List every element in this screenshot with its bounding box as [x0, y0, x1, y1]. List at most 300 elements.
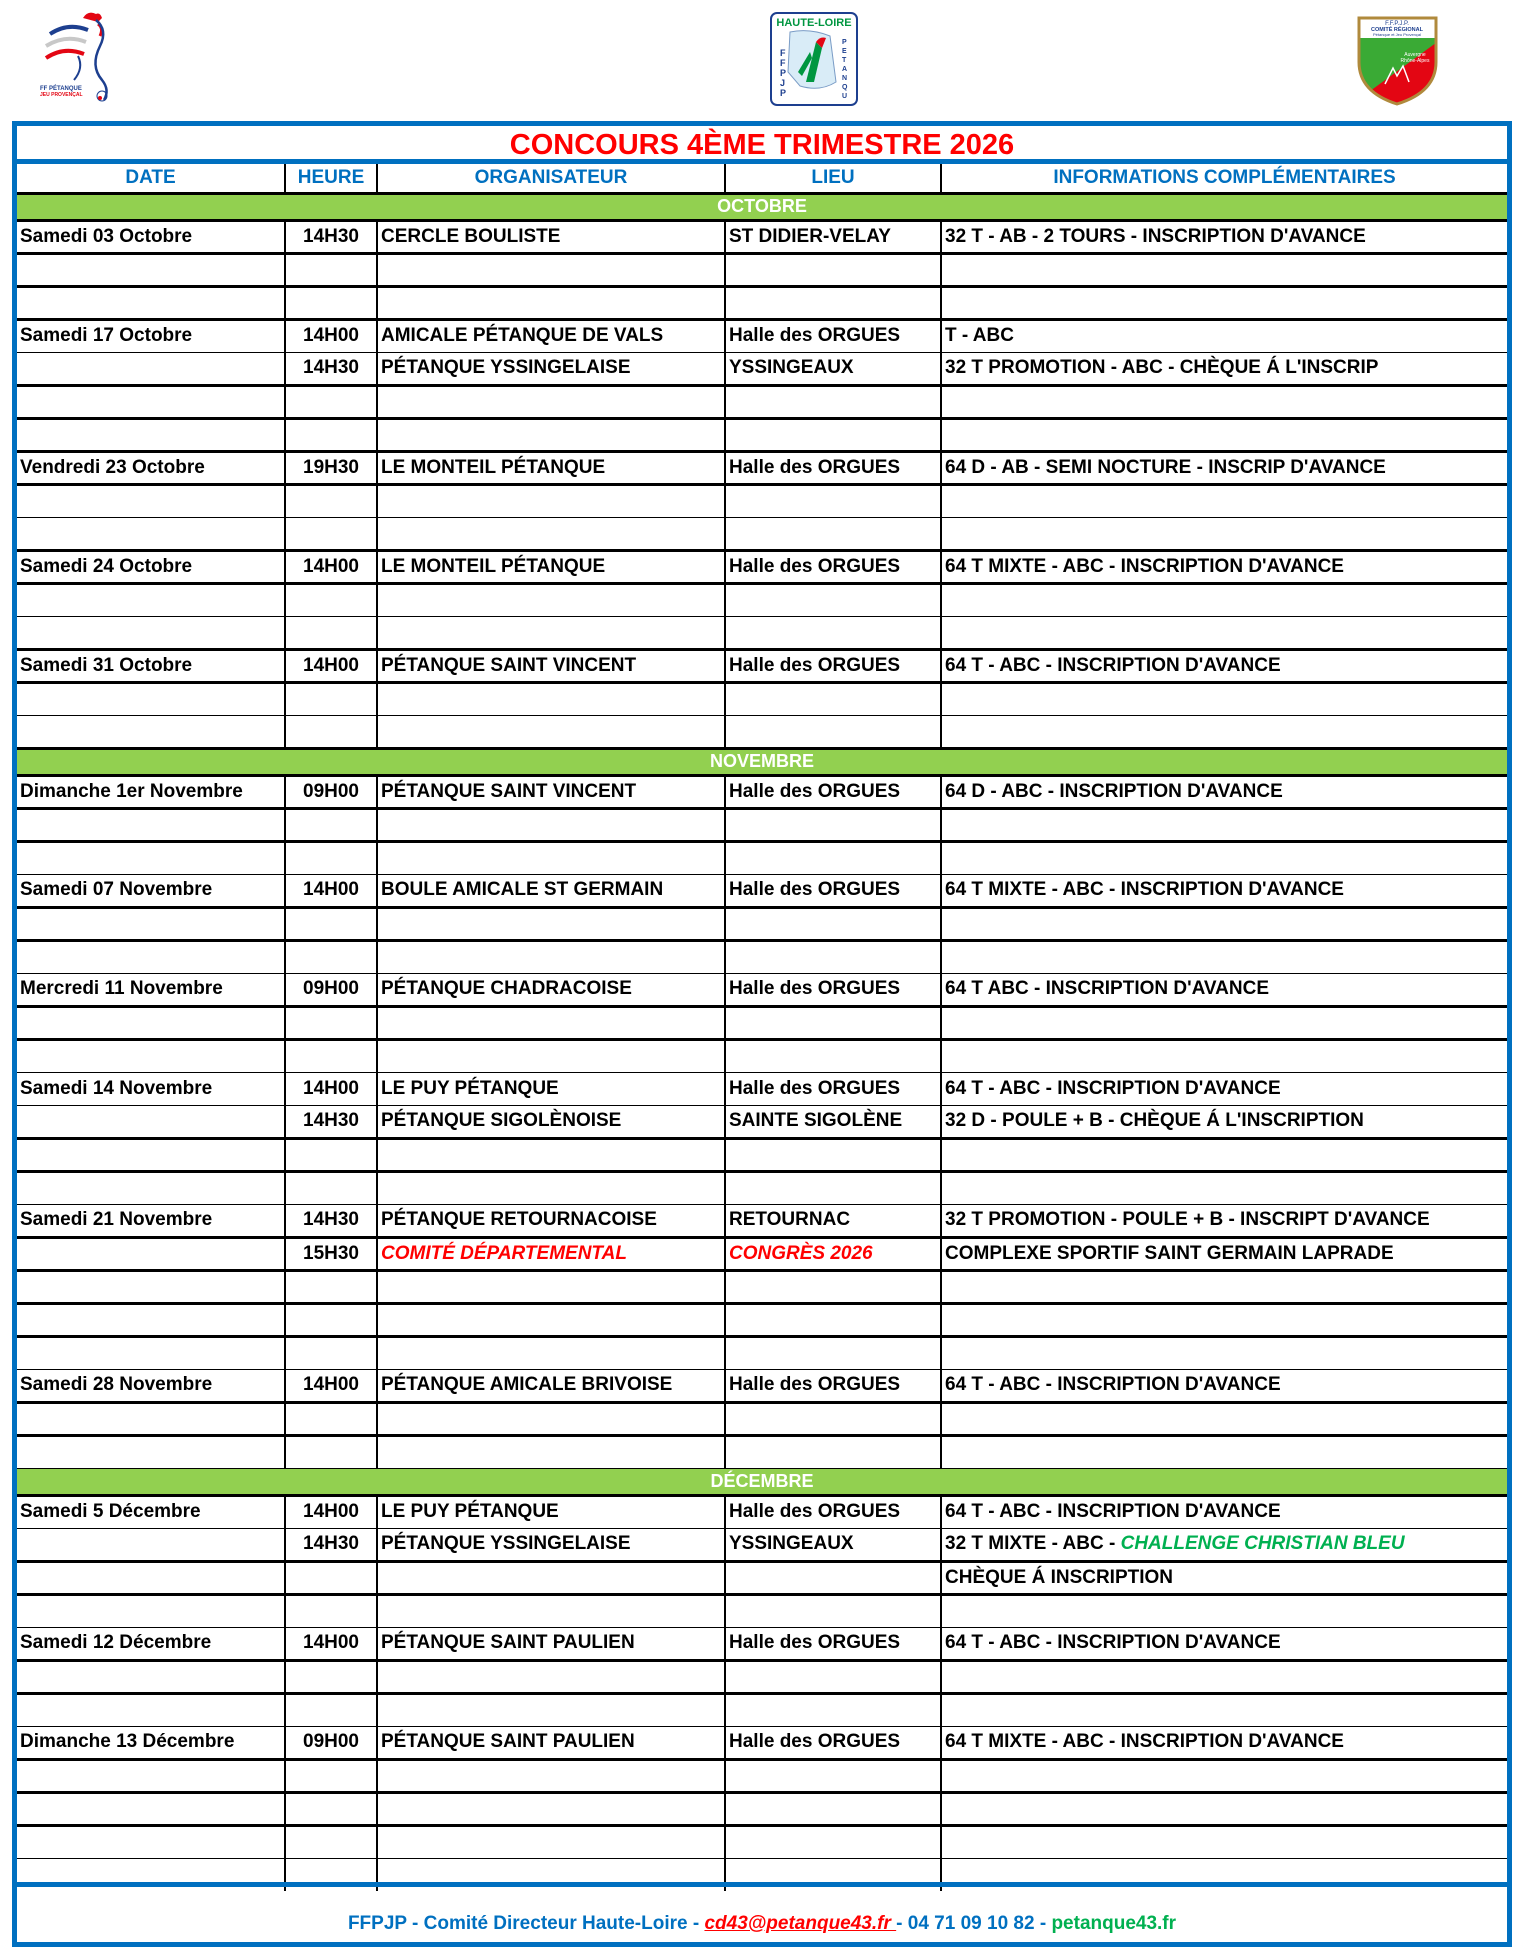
- svg-text:F: F: [780, 48, 786, 58]
- lieu-cell: Halle des ORGUES: [725, 1726, 941, 1759]
- lieu-cell: [725, 517, 941, 550]
- organisateur-cell: [377, 1138, 725, 1171]
- organisateur-cell: [377, 1336, 725, 1369]
- table-row: [17, 583, 1507, 616]
- month-header-row: [17, 1468, 1507, 1495]
- table-row: [17, 1402, 1507, 1435]
- organisateur-cell: PÉTANQUE YSSINGELAISE: [377, 352, 725, 385]
- table-row: [17, 940, 1507, 973]
- organisateur-cell: [377, 1693, 725, 1726]
- info-cell: 64 T MIXTE - ABC - INSCRIPTION D'AVANCE: [941, 874, 1507, 907]
- lieu-cell: [725, 1171, 941, 1204]
- lieu-cell: ST DIDIER-VELAY: [725, 220, 941, 253]
- lieu-cell: YSSINGEAUX: [725, 1528, 941, 1561]
- ff-petanque-rooster-logo: [38, 6, 138, 104]
- date-cell: [17, 484, 285, 517]
- organisateur-cell: LE MONTEIL PÉTANQUE: [377, 550, 725, 583]
- table-row: [17, 484, 1507, 517]
- table-row: [17, 1627, 1507, 1660]
- table-row: [17, 682, 1507, 715]
- table-row: [17, 1825, 1507, 1858]
- heure-cell: [285, 517, 377, 550]
- lieu-cell: [725, 1660, 941, 1693]
- heure-cell: [285, 1270, 377, 1303]
- table-row: [17, 253, 1507, 286]
- table-row: [17, 418, 1507, 451]
- organisateur-cell: [377, 841, 725, 874]
- heure-cell: [285, 286, 377, 319]
- heure-cell: [285, 682, 377, 715]
- date-cell: Samedi 03 Octobre: [17, 220, 285, 253]
- organisateur-cell: PÉTANQUE SAINT VINCENT: [377, 775, 725, 808]
- footer-phone: - 04 71 09 10 82 -: [896, 1913, 1052, 1934]
- table-row: [17, 907, 1507, 940]
- schedule-body: [17, 193, 1507, 1891]
- date-cell: [17, 1270, 285, 1303]
- comite-regional-shield-logo: [1355, 12, 1440, 107]
- heure-cell: [285, 1825, 377, 1858]
- organisateur-cell: [377, 616, 725, 649]
- table-row: [17, 616, 1507, 649]
- heure-cell: 14H30: [285, 1528, 377, 1561]
- info-cell: [941, 1693, 1507, 1726]
- organisateur-cell: PÉTANQUE SAINT VINCENT: [377, 649, 725, 682]
- lieu-cell: Halle des ORGUES: [725, 319, 941, 352]
- heure-cell: [285, 385, 377, 418]
- info-cell: [941, 1825, 1507, 1858]
- organisateur-cell: [377, 1561, 725, 1594]
- column-header-informations: INFORMATIONS COMPLÉMENTAIRES: [941, 164, 1507, 193]
- info-highlight-text: CHALLENGE CHRISTIAN BLEU: [1120, 1533, 1405, 1554]
- info-cell: [941, 841, 1507, 874]
- lieu-cell: [725, 1792, 941, 1825]
- table-row: [17, 1138, 1507, 1171]
- organisateur-cell: [377, 1594, 725, 1627]
- heure-cell: 19H30: [285, 451, 377, 484]
- info-cell: 64 D - ABC - INSCRIPTION D'AVANCE: [941, 775, 1507, 808]
- info-cell: [941, 1660, 1507, 1693]
- heure-cell: [285, 907, 377, 940]
- svg-text:Q: Q: [842, 84, 848, 91]
- organisateur-cell: [377, 1792, 725, 1825]
- organisateur-cell: [377, 517, 725, 550]
- table-row: [17, 1528, 1507, 1561]
- heure-cell: 14H00: [285, 1627, 377, 1660]
- date-cell: [17, 1402, 285, 1435]
- organisateur-cell: PÉTANQUE YSSINGELAISE: [377, 1528, 725, 1561]
- organisateur-highlight-text: COMITÉ DÉPARTEMENTAL: [381, 1242, 627, 1264]
- svg-text:Rhône-Alpes: Rhône-Alpes: [1400, 58, 1430, 64]
- svg-text:JEU PROVENÇAL: JEU PROVENÇAL: [40, 92, 83, 98]
- date-cell: [17, 1039, 285, 1072]
- heure-cell: 14H00: [285, 1072, 377, 1105]
- lieu-cell: [725, 1006, 941, 1039]
- lieu-cell: [725, 1138, 941, 1171]
- date-cell: [17, 1303, 285, 1336]
- organisateur-cell: [377, 484, 725, 517]
- heure-cell: [285, 1792, 377, 1825]
- lieu-cell: [725, 418, 941, 451]
- table-header-row: [17, 164, 1507, 193]
- date-cell: [17, 616, 285, 649]
- lieu-cell: Halle des ORGUES: [725, 1627, 941, 1660]
- footer-website-link[interactable]: petanque43.fr: [1051, 1913, 1177, 1934]
- date-cell: [17, 1237, 285, 1270]
- table-row: [17, 1336, 1507, 1369]
- organisateur-cell: [377, 1171, 725, 1204]
- svg-text:HAUTE-LOIRE: HAUTE-LOIRE: [776, 17, 852, 29]
- date-cell: [17, 907, 285, 940]
- date-cell: [17, 286, 285, 319]
- lieu-cell: [725, 1693, 941, 1726]
- heure-cell: [285, 484, 377, 517]
- lieu-cell: YSSINGEAUX: [725, 352, 941, 385]
- organisateur-cell: [377, 583, 725, 616]
- heure-cell: 09H00: [285, 1726, 377, 1759]
- date-cell: [17, 1825, 285, 1858]
- date-cell: [17, 1561, 285, 1594]
- heure-cell: 14H00: [285, 319, 377, 352]
- organisateur-cell: LE PUY PÉTANQUE: [377, 1495, 725, 1528]
- heure-cell: [285, 583, 377, 616]
- organisateur-cell: [377, 715, 725, 748]
- date-cell: [17, 1693, 285, 1726]
- date-cell: [17, 385, 285, 418]
- organisateur-cell: [377, 1759, 725, 1792]
- organisateur-cell: AMICALE PÉTANQUE DE VALS: [377, 319, 725, 352]
- lieu-cell: Halle des ORGUES: [725, 649, 941, 682]
- lieu-cell: Halle des ORGUES: [725, 1072, 941, 1105]
- table-row: [17, 451, 1507, 484]
- date-cell: Samedi 21 Novembre: [17, 1204, 285, 1237]
- heure-cell: 14H00: [285, 1495, 377, 1528]
- heure-cell: [285, 1336, 377, 1369]
- date-cell: [17, 808, 285, 841]
- table-row: [17, 1726, 1507, 1759]
- date-cell: [17, 1006, 285, 1039]
- info-cell: 32 D - POULE + B - CHÈQUE Á L'INSCRIPTION: [941, 1105, 1507, 1138]
- info-cell: [941, 253, 1507, 286]
- organisateur-cell: CERCLE BOULISTE: [377, 220, 725, 253]
- organisateur-cell: [377, 1825, 725, 1858]
- info-cell: [941, 286, 1507, 319]
- lieu-cell: [725, 1825, 941, 1858]
- date-cell: Vendredi 23 Octobre: [17, 451, 285, 484]
- month-label: NOVEMBRE: [17, 748, 1507, 775]
- lieu-cell: Halle des ORGUES: [725, 1495, 941, 1528]
- heure-cell: [285, 1660, 377, 1693]
- svg-text:N: N: [842, 75, 848, 82]
- lieu-cell: [725, 385, 941, 418]
- lieu-cell: [725, 715, 941, 748]
- heure-cell: [285, 1594, 377, 1627]
- date-cell: Samedi 14 Novembre: [17, 1072, 285, 1105]
- table-row: [17, 352, 1507, 385]
- table-row: [17, 1495, 1507, 1528]
- table-row: [17, 1369, 1507, 1402]
- footer-org-text: FFPJP - Comité Directeur Haute-Loire -: [347, 1913, 705, 1934]
- table-row: [17, 1039, 1507, 1072]
- organisateur-cell: PÉTANQUE SIGOLÈNOISE: [377, 1105, 725, 1138]
- table-row: [17, 1561, 1507, 1594]
- info-cell: [941, 1759, 1507, 1792]
- table-row: [17, 517, 1507, 550]
- date-cell: [17, 1171, 285, 1204]
- lieu-cell: Halle des ORGUES: [725, 973, 941, 1006]
- column-header-heure: HEURE: [285, 164, 377, 193]
- heure-cell: [285, 808, 377, 841]
- info-cell: COMPLEXE SPORTIF SAINT GERMAIN LAPRADE: [941, 1237, 1507, 1270]
- svg-text:Pétanque et Jeu Provençal: Pétanque et Jeu Provençal: [1372, 32, 1422, 37]
- organisateur-cell: LE PUY PÉTANQUE: [377, 1072, 725, 1105]
- date-cell: Samedi 07 Novembre: [17, 874, 285, 907]
- organisateur-cell: [377, 253, 725, 286]
- organisateur-cell: [377, 1303, 725, 1336]
- info-cell: [941, 616, 1507, 649]
- table-row: [17, 808, 1507, 841]
- table-row: [17, 286, 1507, 319]
- info-cell: [941, 484, 1507, 517]
- table-row: [17, 1270, 1507, 1303]
- schedule-table: [17, 164, 1507, 1891]
- info-cell: [941, 1435, 1507, 1468]
- svg-text:F.F.P.J.P.: F.F.P.J.P.: [1385, 21, 1409, 27]
- heure-cell: 14H30: [285, 352, 377, 385]
- organisateur-cell: LE MONTEIL PÉTANQUE: [377, 451, 725, 484]
- lieu-highlight-text: CONGRÈS 2026: [729, 1242, 873, 1264]
- date-cell: [17, 1792, 285, 1825]
- info-cell: [941, 1336, 1507, 1369]
- schedule-frame: [12, 121, 1512, 1947]
- heure-cell: [285, 616, 377, 649]
- table-row: [17, 841, 1507, 874]
- svg-text:P: P: [842, 39, 847, 46]
- lieu-cell: Halle des ORGUES: [725, 874, 941, 907]
- month-label: OCTOBRE: [17, 193, 1507, 220]
- footer-email-link[interactable]: cd43@petanque43.fr: [704, 1913, 897, 1934]
- date-cell: [17, 841, 285, 874]
- table-row: [17, 1237, 1507, 1270]
- lieu-cell: [725, 1561, 941, 1594]
- column-header-date: DATE: [17, 164, 285, 193]
- date-cell: [17, 253, 285, 286]
- lieu-cell: [725, 808, 941, 841]
- page-title: CONCOURS 4ÈME TRIMESTRE 2026: [17, 126, 1507, 164]
- heure-cell: [285, 1006, 377, 1039]
- info-cell: 64 T - ABC - INSCRIPTION D'AVANCE: [941, 1072, 1507, 1105]
- organisateur-cell: PÉTANQUE SAINT PAULIEN: [377, 1627, 725, 1660]
- table-row: [17, 1759, 1507, 1792]
- svg-text:T: T: [842, 57, 847, 64]
- column-header-organisateur: ORGANISATEUR: [377, 164, 725, 193]
- lieu-cell: [725, 286, 941, 319]
- table-row: [17, 775, 1507, 808]
- haute-loire-ffpjp-logo: [770, 12, 860, 107]
- date-cell: [17, 1336, 285, 1369]
- lieu-cell: [725, 1759, 941, 1792]
- heure-cell: 09H00: [285, 973, 377, 1006]
- svg-text:FF PÉTANQUE: FF PÉTANQUE: [40, 86, 82, 92]
- lieu-cell: Halle des ORGUES: [725, 775, 941, 808]
- date-cell: Samedi 17 Octobre: [17, 319, 285, 352]
- table-row: [17, 1594, 1507, 1627]
- table-row: [17, 1072, 1507, 1105]
- info-cell: CHÈQUE Á INSCRIPTION: [941, 1561, 1507, 1594]
- month-header-row: [17, 748, 1507, 775]
- svg-text:Auvergne: Auvergne: [1404, 52, 1426, 58]
- heure-cell: [285, 1759, 377, 1792]
- table-row: [17, 1435, 1507, 1468]
- heure-cell: [285, 1561, 377, 1594]
- organisateur-cell: [377, 940, 725, 973]
- heure-cell: 14H30: [285, 220, 377, 253]
- organisateur-cell: [377, 1039, 725, 1072]
- info-cell: [941, 1594, 1507, 1627]
- organisateur-cell: [377, 1237, 725, 1270]
- table-row: [17, 1792, 1507, 1825]
- date-cell: [17, 418, 285, 451]
- info-text: 32 T MIXTE - ABC -: [945, 1533, 1121, 1554]
- organisateur-cell: [377, 1402, 725, 1435]
- info-cell: 64 T - ABC - INSCRIPTION D'AVANCE: [941, 649, 1507, 682]
- info-cell: 64 T - ABC - INSCRIPTION D'AVANCE: [941, 1627, 1507, 1660]
- lieu-cell: [725, 616, 941, 649]
- svg-text:COMITÉ RÉGIONAL: COMITÉ RÉGIONAL: [1371, 27, 1423, 33]
- heure-cell: [285, 1039, 377, 1072]
- info-cell: [941, 1006, 1507, 1039]
- info-cell: [941, 583, 1507, 616]
- lieu-cell: SAINTE SIGOLÈNE: [725, 1105, 941, 1138]
- lieu-cell: [725, 583, 941, 616]
- organisateur-cell: [377, 385, 725, 418]
- lieu-cell: [725, 1336, 941, 1369]
- table-row: [17, 385, 1507, 418]
- heure-cell: [285, 1693, 377, 1726]
- organisateur-cell: [377, 418, 725, 451]
- lieu-cell: [725, 1270, 941, 1303]
- lieu-cell: [725, 1237, 941, 1270]
- info-cell: 32 T - AB - 2 TOURS - INSCRIPTION D'AVANCE: [941, 220, 1507, 253]
- organisateur-cell: PÉTANQUE RETOURNACOISE: [377, 1204, 725, 1237]
- date-cell: [17, 1435, 285, 1468]
- table-row: [17, 1006, 1507, 1039]
- heure-cell: [285, 1171, 377, 1204]
- info-cell: [941, 1402, 1507, 1435]
- date-cell: [17, 940, 285, 973]
- lieu-cell: Halle des ORGUES: [725, 451, 941, 484]
- heure-cell: 15H30: [285, 1237, 377, 1270]
- month-header-row: [17, 193, 1507, 220]
- lieu-cell: [725, 682, 941, 715]
- column-header-lieu: LIEU: [725, 164, 941, 193]
- lieu-cell: [725, 1039, 941, 1072]
- info-cell: [941, 907, 1507, 940]
- svg-text:J: J: [780, 78, 786, 88]
- organisateur-cell: PÉTANQUE SAINT PAULIEN: [377, 1726, 725, 1759]
- date-cell: [17, 1105, 285, 1138]
- info-cell: [941, 1138, 1507, 1171]
- info-cell: [941, 940, 1507, 973]
- lieu-cell: [725, 1303, 941, 1336]
- date-cell: Samedi 24 Octobre: [17, 550, 285, 583]
- info-cell: 64 T - ABC - INSCRIPTION D'AVANCE: [941, 1495, 1507, 1528]
- svg-text:F: F: [780, 58, 786, 68]
- table-row: [17, 1303, 1507, 1336]
- lieu-cell: [725, 484, 941, 517]
- table-row: [17, 550, 1507, 583]
- organisateur-cell: [377, 1660, 725, 1693]
- table-row: [17, 1204, 1507, 1237]
- organisateur-cell: PÉTANQUE AMICALE BRIVOISE: [377, 1369, 725, 1402]
- date-cell: [17, 715, 285, 748]
- organisateur-cell: [377, 808, 725, 841]
- heure-cell: [285, 418, 377, 451]
- date-cell: Dimanche 1er Novembre: [17, 775, 285, 808]
- heure-cell: [285, 1402, 377, 1435]
- date-cell: Samedi 28 Novembre: [17, 1369, 285, 1402]
- heure-cell: 14H30: [285, 1204, 377, 1237]
- info-cell: [941, 1528, 1507, 1561]
- info-cell: [941, 517, 1507, 550]
- info-cell: [941, 1270, 1507, 1303]
- info-cell: [941, 385, 1507, 418]
- organisateur-cell: PÉTANQUE CHADRACOISE: [377, 973, 725, 1006]
- date-cell: [17, 1528, 285, 1561]
- info-cell: [941, 1171, 1507, 1204]
- lieu-cell: Halle des ORGUES: [725, 1369, 941, 1402]
- heure-cell: 14H00: [285, 1369, 377, 1402]
- info-cell: 64 T MIXTE - ABC - INSCRIPTION D'AVANCE: [941, 550, 1507, 583]
- lieu-cell: [725, 841, 941, 874]
- lieu-cell: [725, 1402, 941, 1435]
- info-cell: 64 T MIXTE - ABC - INSCRIPTION D'AVANCE: [941, 1726, 1507, 1759]
- month-label: DÉCEMBRE: [17, 1468, 1507, 1495]
- date-cell: Samedi 31 Octobre: [17, 649, 285, 682]
- heure-cell: [285, 253, 377, 286]
- table-row: [17, 1171, 1507, 1204]
- heure-cell: 09H00: [285, 775, 377, 808]
- lieu-cell: [725, 253, 941, 286]
- date-cell: [17, 352, 285, 385]
- organisateur-cell: [377, 1435, 725, 1468]
- heure-cell: [285, 940, 377, 973]
- info-cell: 64 D - AB - SEMI NOCTURE - INSCRIP D'AVANCE: [941, 451, 1507, 484]
- heure-cell: 14H00: [285, 874, 377, 907]
- table-row: [17, 715, 1507, 748]
- lieu-cell: [725, 907, 941, 940]
- lieu-cell: Halle des ORGUES: [725, 550, 941, 583]
- info-cell: 32 T PROMOTION - ABC - CHÈQUE Á L'INSCRIP: [941, 352, 1507, 385]
- svg-text:P: P: [780, 68, 787, 78]
- organisateur-cell: [377, 907, 725, 940]
- date-cell: [17, 1759, 285, 1792]
- lieu-cell: [725, 1435, 941, 1468]
- date-cell: Dimanche 13 Décembre: [17, 1726, 285, 1759]
- date-cell: Samedi 5 Décembre: [17, 1495, 285, 1528]
- info-cell: 32 T PROMOTION - POULE + B - INSCRIPT D'AVANCE: [941, 1204, 1507, 1237]
- table-row: [17, 649, 1507, 682]
- table-row: [17, 874, 1507, 907]
- lieu-cell: RETOURNAC: [725, 1204, 941, 1237]
- info-cell: [941, 808, 1507, 841]
- heure-cell: [285, 715, 377, 748]
- info-cell: [941, 1039, 1507, 1072]
- table-row: [17, 1660, 1507, 1693]
- svg-text:A: A: [842, 66, 848, 73]
- info-cell: [941, 1792, 1507, 1825]
- info-cell: [941, 682, 1507, 715]
- organisateur-cell: BOULE AMICALE ST GERMAIN: [377, 874, 725, 907]
